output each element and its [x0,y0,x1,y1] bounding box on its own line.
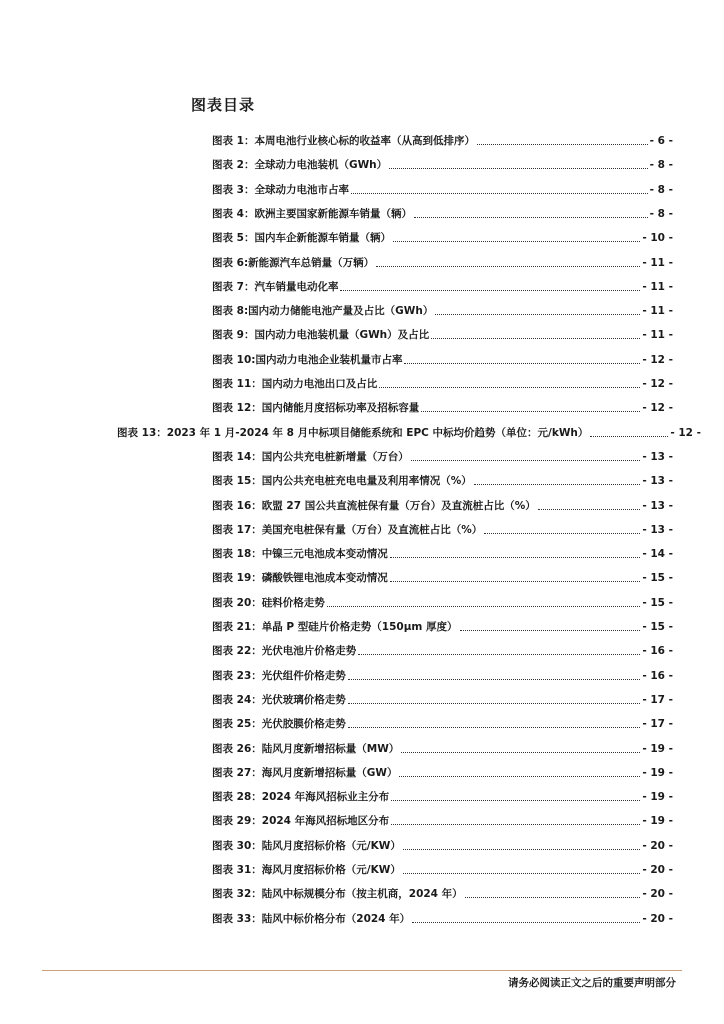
toc-entry-label: 图表 18：中镍三元电池成本变动情况 [212,548,388,561]
toc-entry[interactable] [117,420,701,440]
dot-leader [379,386,640,388]
toc-entry[interactable] [212,663,673,683]
toc-entry-label: 图表 25：光伏胶膜价格走势 [212,718,346,731]
toc-entry[interactable] [212,444,673,464]
dot-leader [477,143,648,145]
toc-entry[interactable] [212,274,673,294]
dot-leader [404,362,640,364]
toc-entry[interactable] [212,468,673,488]
dot-leader [358,653,640,655]
toc-entry-page: - 11 - [642,256,673,269]
toc-entry[interactable] [212,541,673,561]
toc-entry-label: 图表 22：光伏电池片价格走势 [212,645,357,658]
toc-entry-label: 图表 10:国内动力电池企业装机量市占率 [212,353,403,366]
toc-entry[interactable] [212,225,673,245]
toc-entry[interactable] [212,590,673,610]
dot-leader [484,532,640,534]
dot-leader [411,459,641,461]
toc-entry-label: 图表 17：美国充电桩保有量（万台）及直流桩占比（%） [212,523,483,536]
toc-entry-label: 图表 27：海风月度新增招标量（GW） [212,766,398,779]
toc-entry-label: 图表 20：硅料价格走势 [212,596,325,609]
toc-entry-page: - 8 - [649,183,673,196]
toc-entry-page: - 20 - [642,888,673,901]
dot-leader [348,702,641,704]
toc-entry-label: 图表 6:新能源汽车总销量（万辆） [212,256,375,269]
dot-leader [403,872,641,874]
dot-leader [348,726,641,728]
toc-entry-page: - 17 - [642,718,673,731]
toc-entry-label: 图表 2：全球动力电池装机（GWh） [212,159,388,172]
dot-leader [590,435,668,437]
toc-entry-page: - 20 - [642,912,673,925]
dot-leader [389,167,648,169]
toc-entry-label: 图表 32：陆风中标规模分布（按主机商，2024 年） [212,888,463,901]
toc-entry-label: 图表 14：国内公共充电桩新增量（万台） [212,450,409,463]
toc-entry-label: 图表 21：单晶 P 型硅片价格走势（150μm 厚度） [212,621,458,633]
toc-entry[interactable] [212,784,673,804]
toc-entry[interactable] [212,906,673,926]
toc-entry[interactable] [212,614,673,634]
toc-entry[interactable] [212,760,673,780]
dot-leader [393,240,640,242]
dot-leader [376,265,640,267]
toc-entry-page: - 13 - [642,450,673,463]
toc-entry-page: - 15 - [642,596,673,609]
toc-entry[interactable] [212,201,673,221]
dot-leader [403,848,641,850]
toc-entry-page: - 12 - [642,402,673,415]
dot-leader [391,799,640,801]
dot-leader [391,823,640,825]
toc-entry-page: - 11 - [642,280,673,293]
footer-divider [42,970,682,971]
toc-entry-page: - 8 - [649,159,673,172]
toc-entry-label: 图表 28：2024 年海风招标业主分布 [212,791,390,804]
dot-leader [399,775,640,777]
toc-entry[interactable] [212,857,673,877]
toc-entry-label: 图表 29：2024 年海风招标地区分布 [212,815,390,828]
footer-disclaimer: 请务必阅读正文之后的重要声明部分 [508,977,676,989]
toc-entry-label: 图表 19：磷酸铁锂电池成本变动情况 [212,572,388,585]
toc-entry-page: - 10 - [642,232,673,245]
toc-entry-page: - 15 - [642,572,673,585]
toc-entry[interactable] [212,833,673,853]
toc-entry-label: 图表 1：本周电池行业核心标的收益率（从高到低排序） [212,135,475,147]
dot-leader [431,337,640,339]
toc-entry[interactable] [212,298,673,318]
page-title: 图表目录 [191,96,256,114]
toc-entry[interactable] [212,711,673,731]
dot-leader [538,508,641,510]
toc-entry[interactable] [212,395,673,415]
toc-entry-label: 图表 12：国内储能月度招标功率及招标容量 [212,402,420,415]
toc-entry-label: 图表 8:国内动力储能电池产量及占比（GWh） [212,305,434,318]
toc-entry-page: - 20 - [642,839,673,852]
toc-entry-label: 图表 30：陆风月度招标价格（元/KW） [212,839,401,852]
dot-leader [460,629,641,631]
toc-entry-page: - 19 - [642,742,673,755]
dot-leader [340,289,640,291]
toc-entry-page: - 11 - [642,305,673,318]
toc-entry-label: 图表 31：海风月度招标价格（元/KW） [212,864,401,876]
toc-entry-page: - 13 - [642,475,673,488]
toc-entry-label: 图表 15：国内公共充电桩充电电量及利用率情况（%） [212,475,472,488]
toc-entry-label: 图表 16：欧盟 27 国公共直流桩保有量（万台）及直流桩占比（%） [212,499,536,512]
toc-entry-label: 图表 4：欧洲主要国家新能源车销量（辆） [212,207,412,220]
toc-entry-page: - 20 - [642,864,673,876]
toc-entry[interactable] [212,322,673,342]
toc-entry[interactable] [212,736,673,756]
toc-entry[interactable] [212,638,673,658]
toc-entry-page: - 15 - [642,621,673,633]
dot-leader [414,216,648,218]
toc-entry-page: - 16 - [642,669,673,682]
toc-entry[interactable] [212,347,673,367]
dot-leader [412,921,640,923]
toc-entry-label: 图表 7：汽车销量电动化率 [212,280,339,293]
dot-leader [348,678,641,680]
toc-entry-page: - 13 - [642,523,673,536]
dot-leader [435,313,640,315]
toc-entry-page: - 19 - [642,766,673,779]
toc-entry-page: - 19 - [642,791,673,804]
toc-entry[interactable] [212,177,673,197]
toc-entry[interactable] [212,565,673,585]
toc-entry-page: - 14 - [642,548,673,561]
toc-entry[interactable] [212,152,673,172]
toc-entry[interactable] [212,371,673,391]
toc-entry-page: - 11 - [642,329,673,342]
toc-entry-page: - 12 - [642,378,673,390]
toc-entry-page: - 16 - [642,645,673,658]
dot-leader [390,580,641,582]
toc-entry-page: - 12 - [670,426,701,439]
toc-entry-page: - 19 - [642,815,673,828]
toc-entry[interactable] [212,881,673,901]
toc-entry[interactable] [212,808,673,828]
toc-entry-page: - 13 - [642,499,673,512]
toc-entry-page: - 6 - [649,135,673,147]
toc-entry-label: 图表 24：光伏玻璃价格走势 [212,693,346,706]
toc-entry-label: 图表 26：陆风月度新增招标量（MW） [212,742,400,755]
toc-entry[interactable] [212,493,673,513]
dot-leader [327,605,641,607]
toc-entry-label: 图表 9：国内动力电池装机量（GWh）及占比 [212,329,430,342]
dot-leader [465,896,641,898]
dot-leader [390,556,641,558]
dot-leader [421,410,640,412]
dot-leader [351,192,648,194]
toc-entry-label: 图表 3：全球动力电池市占率 [212,183,349,196]
toc-entry-label: 图表 13：2023 年 1 月-2024 年 8 月中标项目储能系统和 EPC 中标均价趋势（单位：元/kWh） [117,426,589,439]
toc-entry[interactable] [212,128,673,148]
dot-leader [474,483,641,485]
toc-entry-page: - 12 - [642,353,673,366]
toc-entry-page: - 17 - [642,693,673,706]
toc-entry-label: 图表 11：国内动力电池出口及占比 [212,378,378,390]
toc-entry-label: 图表 33：陆风中标价格分布（2024 年） [212,912,411,925]
toc-entry[interactable] [212,517,673,537]
toc-entry[interactable] [212,687,673,707]
toc-entry-page: - 8 - [649,207,673,220]
toc-entry-label: 图表 5：国内车企新能源车销量（辆） [212,232,391,245]
toc-entry[interactable] [212,250,673,270]
toc-entry-label: 图表 23：光伏组件价格走势 [212,669,346,682]
dot-leader [401,751,640,753]
